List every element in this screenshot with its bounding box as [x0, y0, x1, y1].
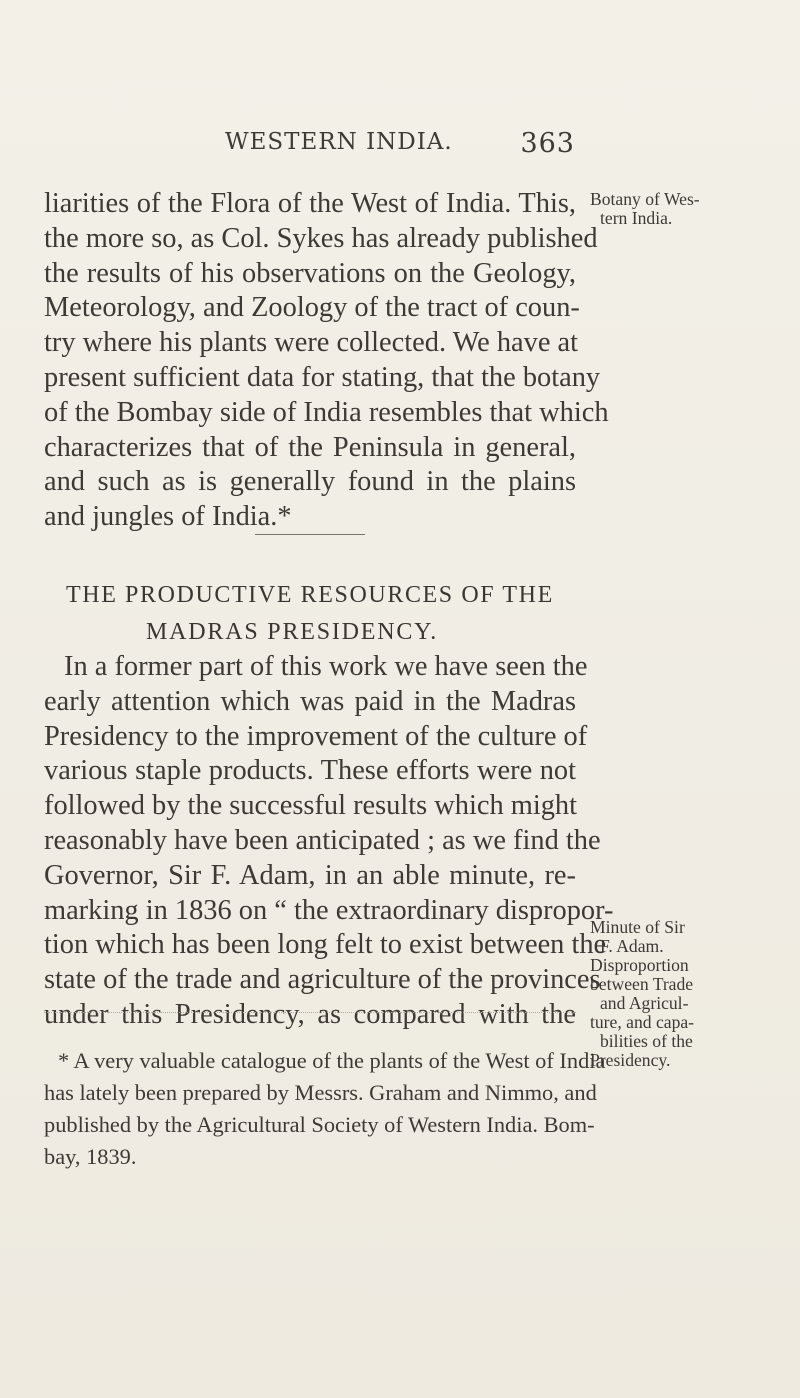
footnote-line: has lately been prepared by Messrs. Graham and Nimmo, and	[44, 1080, 597, 1105]
margin-note-line: between Trade	[590, 974, 694, 994]
section-heading: THE PRODUCTIVE RESOURCES OF THE	[66, 582, 554, 608]
margin-note-line: ture, and capa-	[590, 1012, 695, 1032]
margin-note-line: tern India.	[600, 208, 673, 228]
text-line: of the Bombay side of India resembles that which	[44, 396, 609, 428]
running-head	[225, 129, 575, 159]
text-line: marking in 1836 on “ the extraordinary dispropor-	[44, 894, 614, 926]
margin-note-line: Minute of Sir	[590, 917, 685, 937]
margin-note-botany	[590, 190, 770, 228]
margin-note-line: F. Adam.	[600, 936, 664, 956]
margin-note-line: Botany of Wes-	[590, 189, 700, 209]
body-paragraph	[44, 187, 609, 535]
footnote	[44, 1045, 606, 1173]
margin-note-line: Disproportion	[590, 955, 689, 975]
section-heading-continued: MADRAS PRESIDENCY.	[146, 619, 439, 645]
text-line: various staple products. These efforts were not	[44, 755, 576, 787]
text-line: present sufficient data for stating, that the botany	[44, 361, 601, 393]
text-line: tion which has been long felt to exist between the	[44, 929, 607, 961]
text-line: the more so, as Col. Sykes has already published	[44, 222, 598, 254]
footnote-line: bay, 1839.	[44, 1144, 137, 1169]
text-line: followed by the successful results which might	[44, 790, 578, 822]
text-line: reasonably have been anticipated ; as we find the	[44, 824, 601, 856]
text-line: and such as is generally found in the plains	[44, 466, 576, 498]
footnote-divider	[44, 1012, 576, 1013]
text-line: early attention which was paid in the Madras	[44, 685, 576, 717]
text-line: state of the trade and agriculture of the provinces	[44, 964, 601, 996]
text-line: liarities of the Flora of the West of India. This,	[44, 188, 576, 219]
text-line: and jungles of India.*	[44, 501, 292, 533]
section-divider	[255, 534, 365, 535]
body-paragraph	[44, 650, 614, 1033]
margin-note-minute	[590, 918, 770, 1070]
text-line: the results of his observations on the Geology,	[44, 257, 576, 289]
text-line: In a former part of this work we have seen the	[64, 651, 588, 682]
text-line: Presidency to the improvement of the culture of	[44, 720, 588, 752]
margin-note-line: and Agricul-	[600, 993, 689, 1013]
page-number: 363	[520, 128, 575, 159]
margin-note-line: Presidency.	[590, 1050, 671, 1070]
running-title: WESTERN INDIA.	[225, 129, 453, 155]
text-line: Meteorology, and Zoology of the tract of coun-	[44, 292, 580, 324]
margin-note-line: bilities of the	[600, 1031, 693, 1051]
text-line: characterizes that of the Peninsula in general,	[44, 431, 576, 463]
text-line: Governor, Sir F. Adam, in an able minute, re-	[44, 859, 576, 891]
footnote-line: * A very valuable catalogue of the plants of the West of India	[58, 1048, 606, 1073]
text-line: under this Presidency, as compared with the	[44, 998, 576, 1030]
text-line: try where his plants were collected. We have at	[44, 327, 579, 359]
footnote-line: published by the Agricultural Society of Western India. Bom-	[44, 1112, 595, 1137]
